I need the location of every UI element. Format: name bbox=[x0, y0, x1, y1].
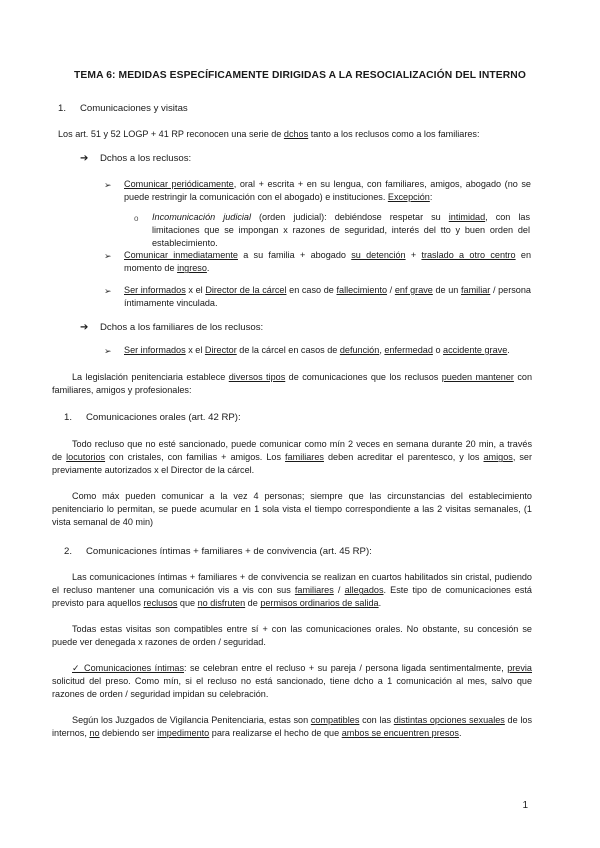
text-span: tanto a los reclusos como a los familiares: bbox=[308, 129, 480, 139]
underlined-term: no disfruten bbox=[197, 598, 246, 609]
circle-bullet-icon: o bbox=[134, 214, 139, 223]
text-span: con cristales, con familias + amigos. Los bbox=[105, 452, 286, 463]
section-heading-intimas bbox=[64, 546, 372, 557]
underlined-term: reclusos bbox=[143, 598, 178, 609]
underlined-term: ingreso bbox=[177, 263, 207, 274]
underlined-term: allegados bbox=[344, 585, 384, 596]
underlined-term: Comunicar periódicamente bbox=[124, 179, 234, 189]
underlined-term: familiares bbox=[285, 452, 324, 463]
text-span: de la cárcel en casos de bbox=[236, 345, 340, 355]
underlined-term: Ser informados bbox=[124, 285, 186, 295]
text-span: en momento de bbox=[124, 250, 531, 274]
underlined-term: no bbox=[89, 728, 100, 739]
text-span: con familiares, amigos y profesionales: bbox=[52, 372, 532, 396]
reclusos-item-3 bbox=[124, 284, 531, 310]
text-span: , bbox=[379, 345, 385, 355]
text-span: Las comunicaciones íntimas + familiares + de convivencia se realizan en cuartos habilitados sin cristal, pudiendo el recluso mantener una comunicación vis a vis con sus bbox=[52, 572, 532, 596]
underlined-term: locutorios bbox=[66, 452, 106, 463]
underlined-term: pueden mantener bbox=[441, 372, 514, 382]
text-span: en caso de bbox=[286, 285, 337, 295]
familiares-item bbox=[124, 344, 534, 357]
triangle-bullet-icon: ➢ bbox=[104, 346, 112, 356]
underlined-term: su detención bbox=[351, 250, 406, 260]
intimas-paragraph-1 bbox=[52, 571, 532, 611]
underlined-term: enfermedad bbox=[384, 345, 433, 355]
text-span: Todo recluso que no esté sancionado, puede comunicar como mín 2 veces en semana durante 20 min, a través de bbox=[52, 439, 532, 463]
text-span: , oral + escrita + en su lengua, con familiares, amigos, abogado (no se puede restringir la comunicación con el abogado) e instituciones. bbox=[124, 179, 531, 203]
underlined-term: ✓ Comunicaciones íntimas bbox=[72, 663, 184, 673]
text-span: Los art. 51 y 52 LOGP + 41 RP reconocen una serie de bbox=[58, 129, 284, 139]
underlined-term: traslado a otro centro bbox=[421, 250, 516, 260]
section-heading-comunicaciones bbox=[58, 103, 188, 114]
underlined-term: familiar bbox=[461, 285, 491, 295]
text-span: + bbox=[405, 250, 422, 260]
underlined-term: distintas opciones sexuales bbox=[393, 715, 505, 725]
text-span: de comunicaciones que los reclusos bbox=[285, 372, 442, 382]
reclusos-subitem-incomunicacion bbox=[152, 211, 530, 251]
text-span: Según los Juzgados de Vigilancia Penitenciaria, estas son bbox=[72, 715, 311, 725]
arrow-heading-familiares bbox=[80, 322, 263, 333]
text-span: / bbox=[387, 285, 395, 295]
section-heading-text: Comunicaciones orales (art. 42 RP): bbox=[86, 412, 241, 423]
section-number: 1. bbox=[64, 412, 73, 423]
text-span: solicitud del preso. Como mín, si el recluso no está sancionado, tiene dcho a 1 comunicación al mes, salvo que razones de orden / seguridad impidan su celebración. bbox=[52, 676, 532, 700]
text-span: La legislación penitenciaria establece bbox=[72, 372, 229, 382]
text-span: : se celebran entre el recluso + su pareja / persona ligada sentimentalmente, bbox=[184, 663, 508, 673]
text-span: . bbox=[378, 598, 382, 609]
underlined-term: Director bbox=[204, 345, 237, 355]
arrow-heading-reclusos bbox=[80, 153, 191, 164]
text-span: . Este tipo de comunicaciones está previsto para aquellos bbox=[52, 585, 532, 609]
arrow-heading-text: Dchos a los reclusos: bbox=[100, 153, 192, 164]
text-span: . bbox=[458, 728, 462, 739]
intimas-paragraph-3 bbox=[52, 662, 532, 702]
underlined-term: impedimento bbox=[157, 728, 210, 739]
triangle-bullet-icon: ➢ bbox=[104, 251, 112, 261]
text-span: x el bbox=[185, 345, 205, 355]
section-heading-text: Comunicaciones y visitas bbox=[80, 103, 188, 114]
orales-paragraph-2: Como máx pueden comunicar a la vez 4 personas; siempre que las circunstancias del establecimiento penitenciario lo permitan, se puede acumular en 1 sola vista el tiempo correspondiente a las 2 visitas semanales, (1 vista semanal de 40 min) bbox=[52, 491, 532, 528]
underlined-term: intimidad bbox=[448, 212, 486, 222]
legislacion-paragraph bbox=[52, 371, 532, 397]
text-span: de los internos, bbox=[52, 715, 532, 739]
text-span: , con las limitaciones que se impongan x razones de seguridad, interés del tto y buen orden del establecimiento. bbox=[152, 212, 531, 249]
text-span: . bbox=[206, 263, 210, 274]
text-span: de un bbox=[432, 285, 461, 295]
underlined-term: fallecimiento bbox=[336, 285, 388, 295]
underlined-term: Comunicar inmediatamente bbox=[124, 250, 238, 260]
underlined-term: Director de la cárcel bbox=[205, 285, 287, 295]
text-span: (orden judicial): debiéndose respetar su bbox=[251, 212, 449, 222]
underlined-term: permisos ordinarios de salida bbox=[260, 598, 379, 609]
text-span: para realizarse el hecho de que bbox=[209, 728, 342, 739]
arrow-icon: ➔ bbox=[80, 153, 89, 164]
page-number: 1 bbox=[522, 800, 528, 811]
triangle-bullet-icon: ➢ bbox=[104, 180, 112, 190]
arrow-heading-text: Dchos a los familiares de los reclusos: bbox=[100, 322, 264, 333]
underlined-term: dchos bbox=[283, 129, 309, 139]
underlined-term: previa bbox=[507, 663, 532, 673]
orales-paragraph-1 bbox=[52, 438, 532, 478]
underlined-term: familiares bbox=[294, 585, 334, 596]
underlined-term: Excepción bbox=[387, 192, 430, 203]
intimas-paragraph-4 bbox=[52, 714, 532, 740]
section-number: 1. bbox=[58, 103, 67, 114]
section-heading-text: Comunicaciones íntimas + familiares + de convivencia (art. 45 RP): bbox=[86, 546, 372, 557]
intro-paragraph bbox=[58, 128, 528, 141]
underlined-term: diversos tipos bbox=[228, 372, 286, 382]
text-span: x el bbox=[185, 285, 206, 295]
text-span: : bbox=[429, 192, 433, 203]
reclusos-item-2 bbox=[124, 249, 531, 275]
text-span: o bbox=[432, 345, 444, 355]
text-span: / bbox=[333, 585, 345, 596]
arrow-icon: ➔ bbox=[80, 322, 89, 333]
text-span: , ser previamente autorizados x el Director de la cárcel. bbox=[52, 452, 533, 476]
text-span: . bbox=[507, 345, 510, 355]
section-heading-orales bbox=[64, 412, 241, 423]
underlined-term: amigos bbox=[483, 452, 513, 463]
italic-term: Incomunicación judicial bbox=[152, 212, 252, 222]
reclusos-item-1 bbox=[124, 178, 531, 204]
underlined-term: Ser informados bbox=[124, 345, 186, 355]
underlined-term: defunción bbox=[339, 345, 380, 355]
text-span: que bbox=[177, 598, 198, 609]
underlined-term: accidente grave bbox=[443, 345, 508, 355]
text-span: / persona íntimamente vinculada. bbox=[124, 285, 531, 309]
text-span: con las bbox=[359, 715, 394, 725]
underlined-term: ambos se encuentren presos bbox=[341, 728, 459, 739]
section-number: 2. bbox=[64, 546, 73, 557]
underlined-term: compatibles bbox=[310, 715, 360, 725]
text-span: debiendo ser bbox=[99, 728, 158, 739]
text-span: a su familia + abogado bbox=[237, 250, 352, 260]
triangle-bullet-icon: ➢ bbox=[104, 286, 112, 296]
text-span: de bbox=[245, 598, 261, 609]
underlined-term: enf grave bbox=[394, 285, 433, 295]
page-title: TEMA 6: MEDIDAS ESPECÍFICAMENTE DIRIGIDAS A LA RESOCIALIZACIÓN DEL INTERNO bbox=[74, 70, 526, 81]
intimas-paragraph-2: Todas estas visitas son compatibles entre sí + con las comunicaciones orales. No obstante, su concesión se puede ver denegada x razones de orden / seguridad. bbox=[52, 624, 532, 648]
text-span: deben acreditar el parentesco, y los bbox=[323, 452, 484, 463]
